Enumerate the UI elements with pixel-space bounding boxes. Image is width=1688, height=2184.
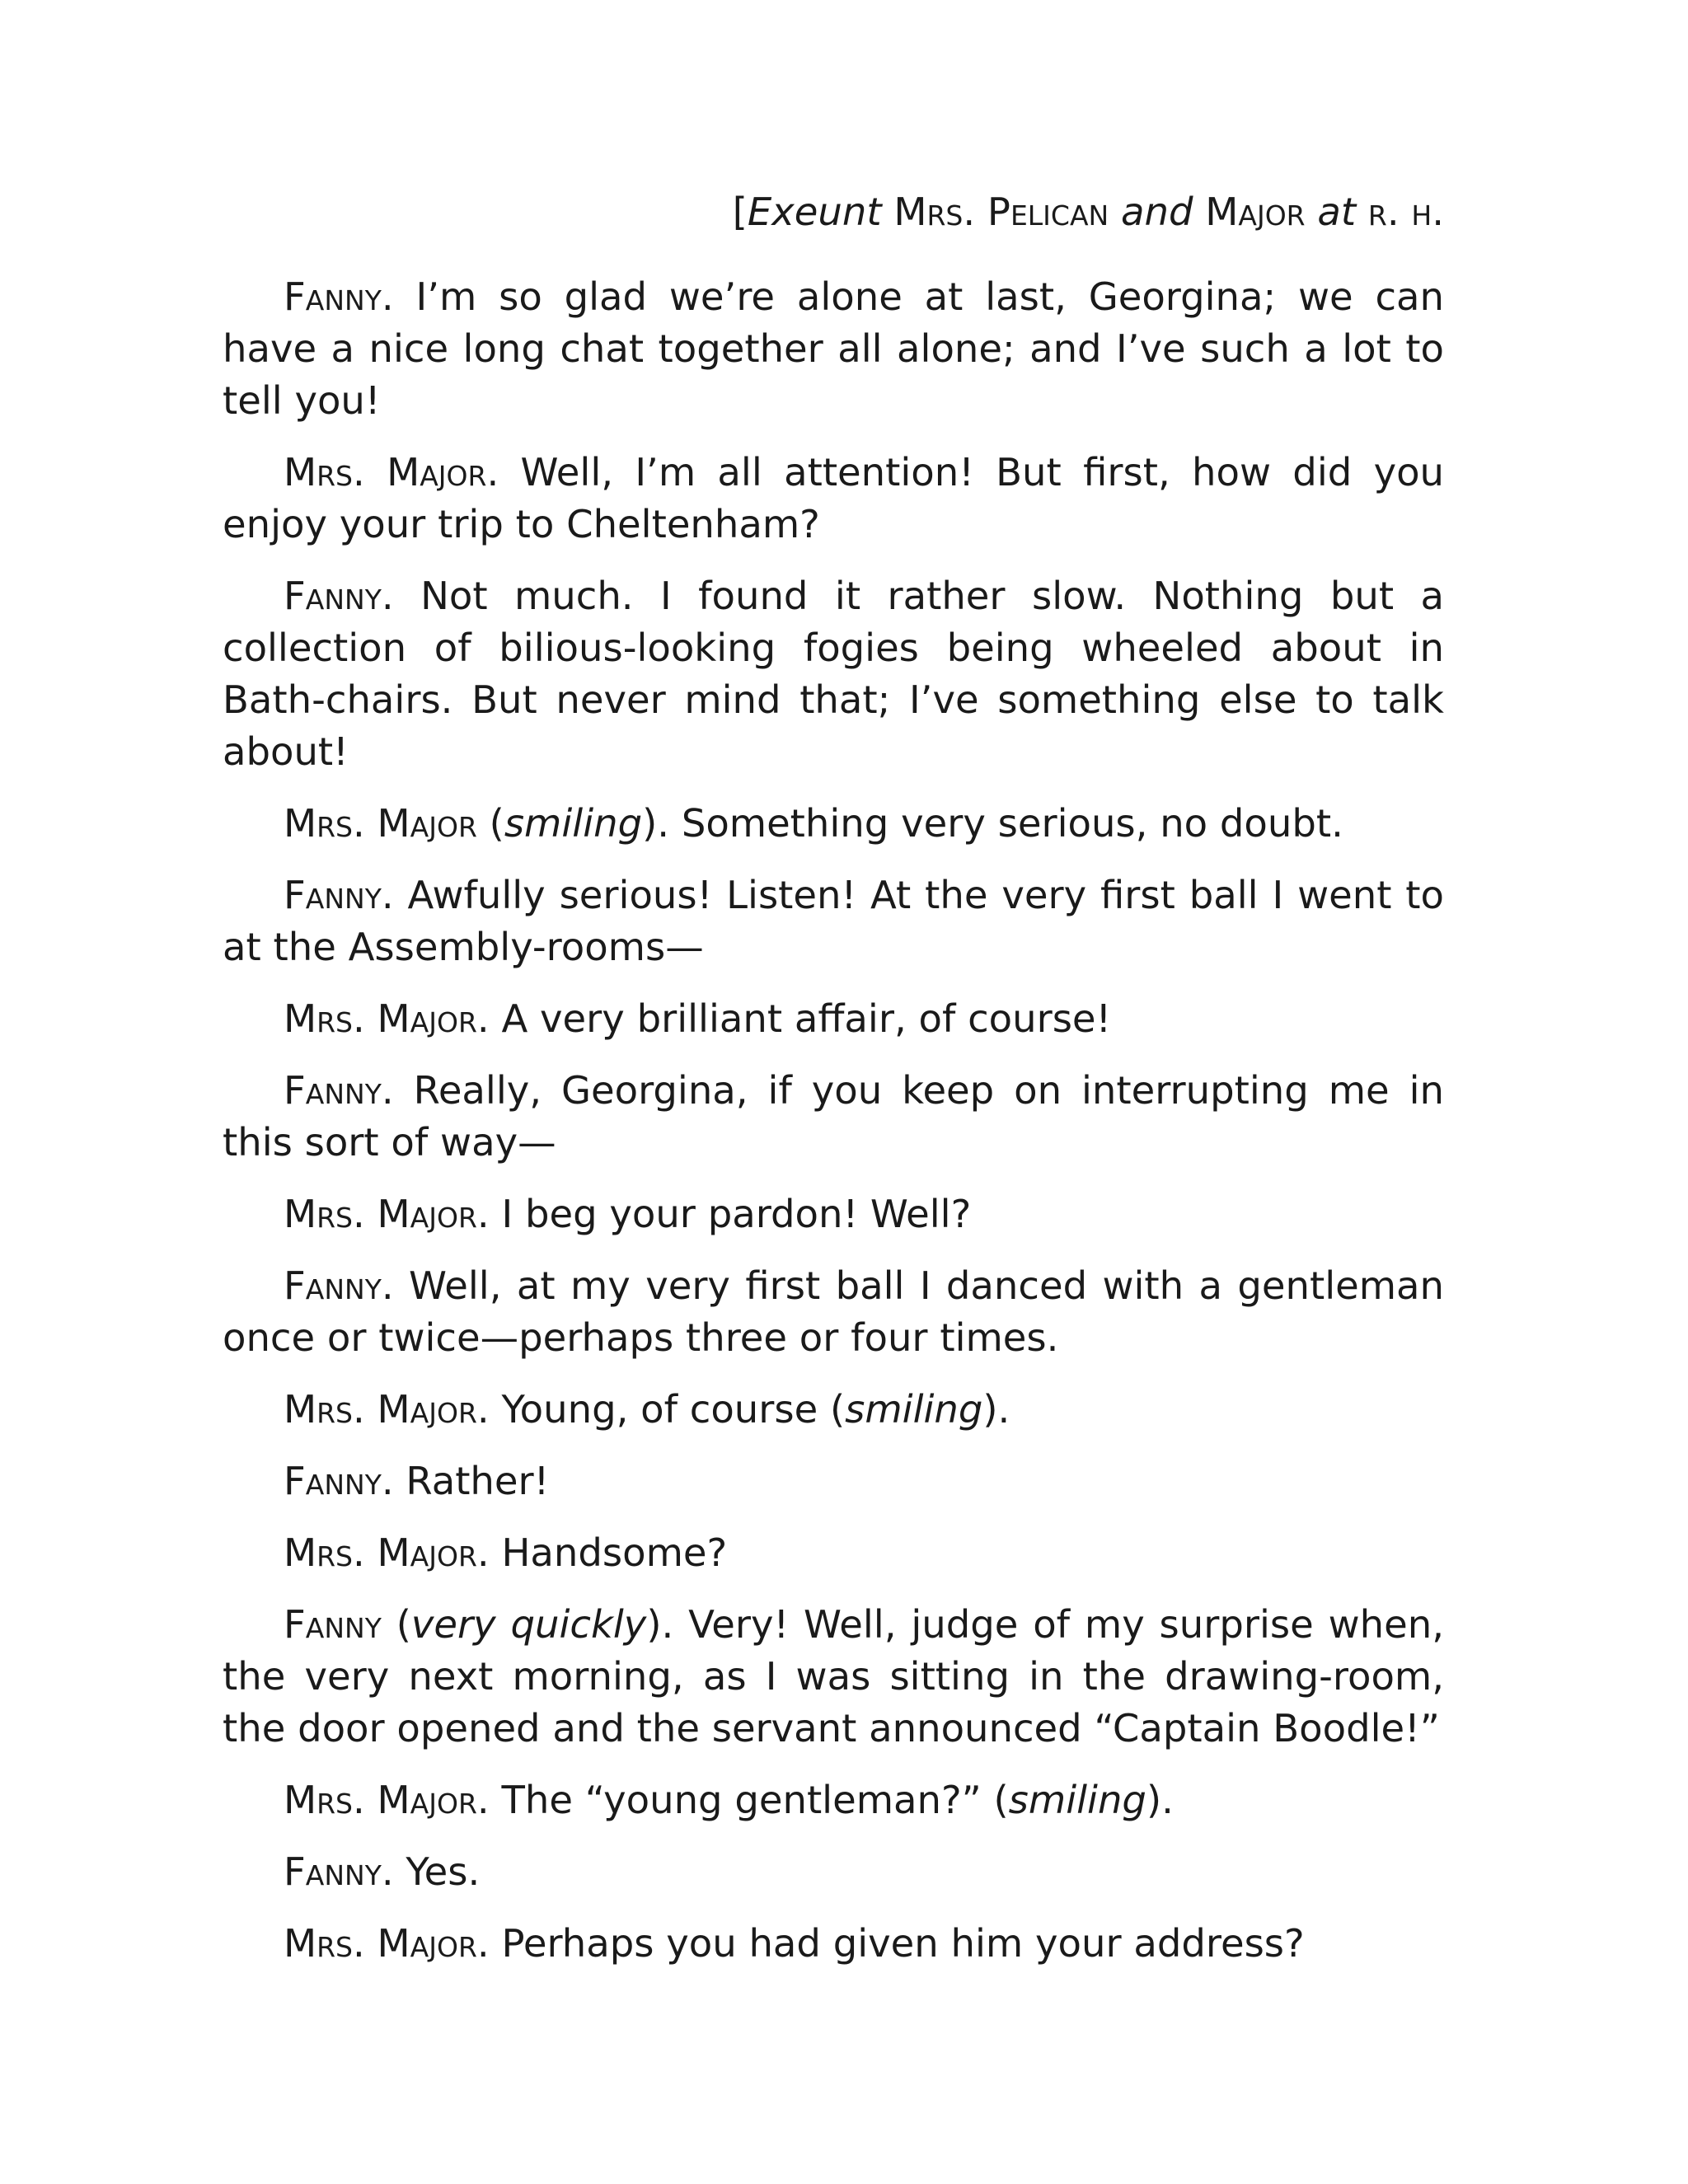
speech	[223, 447, 1444, 551]
speech	[223, 993, 1444, 1045]
speech-text: ). Very! Well, judge of my surprise when, the very next morning, as I was sitting in the drawing-room, the door opened and the servant announced “Captain Boodle!”	[223, 1602, 1444, 1750]
stage-direction	[223, 186, 1444, 238]
stage-direction-inline: smiling	[1008, 1778, 1146, 1822]
speaker-name: Fanny	[284, 574, 382, 618]
speaker-name: Fanny	[284, 873, 382, 917]
speech	[223, 1599, 1444, 1755]
speech	[223, 1455, 1444, 1507]
speech-text: . Well, at my very first ball I danced with a gentleman once or twice—perhaps three or four times.	[223, 1263, 1444, 1360]
speaker-name: Mrs. Major	[284, 1778, 477, 1822]
stage-direction-inline: very quickly	[410, 1602, 647, 1647]
speech-text: ). Something very serious, no doubt.	[642, 801, 1343, 846]
punctuation: ).	[1146, 1778, 1174, 1822]
speaker-name: Mrs. Major	[284, 1921, 477, 1966]
character-name: Mrs. Pelican	[893, 190, 1109, 234]
play-page	[223, 186, 1444, 1990]
bracket: [	[732, 190, 748, 234]
speaker-name: Fanny	[284, 1263, 382, 1308]
speech-text: . Awfully serious! Listen! At the very first ball I went to at the Assembly-rooms—	[223, 873, 1444, 969]
speech	[223, 1065, 1444, 1169]
speech	[223, 1188, 1444, 1240]
speaker-name: Mrs. Major	[284, 801, 477, 846]
speech	[223, 271, 1444, 427]
stage-direction-inline: smiling	[845, 1387, 983, 1432]
speech	[223, 1527, 1444, 1579]
speaker-name: Fanny	[284, 274, 382, 319]
conjunction: and	[1121, 190, 1193, 234]
exeunt-word: Exeunt	[747, 190, 882, 234]
speaker-name: Mrs. Major	[284, 1530, 477, 1575]
speech-text: . Perhaps you had given him your address?	[476, 1921, 1305, 1966]
speaker-name: Mrs. Major	[284, 450, 487, 494]
speech	[223, 869, 1444, 973]
character-name: Major	[1205, 190, 1306, 234]
speech	[223, 1774, 1444, 1826]
speech-text: . Yes.	[381, 1849, 481, 1894]
speech-text: . Rather!	[381, 1459, 550, 1503]
speech-text: . A very brilliant affair, of course!	[476, 996, 1112, 1041]
speaker-name: Fanny	[284, 1068, 382, 1113]
speech-text: . I’m so glad we’re alone at last, Georgina; we can have a nice long chat together all alone; and I’ve such a lot to tell you!	[223, 274, 1444, 423]
speech-text: . Well, I’m all attention! But first, how did you enjoy your trip to Cheltenham?	[223, 450, 1445, 546]
preposition: at	[1317, 190, 1357, 234]
speaker-name: Mrs. Major	[284, 1387, 477, 1432]
speech-text: . Handsome?	[476, 1530, 728, 1575]
speaker-name: Fanny	[284, 1602, 382, 1647]
speech	[223, 570, 1444, 778]
speech	[223, 798, 1444, 850]
speech-text: . I beg your pardon! Well?	[476, 1192, 972, 1236]
speech-text: . Really, Georgina, if you keep on interrupting me in this sort of way—	[223, 1068, 1444, 1165]
speech-text: . The “young gentleman?” (	[476, 1778, 1009, 1822]
speech	[223, 1384, 1444, 1436]
punctuation: (	[476, 801, 504, 846]
punctuation: (	[381, 1602, 411, 1647]
speaker-name: Mrs. Major	[284, 1192, 477, 1236]
speech	[223, 1846, 1444, 1898]
speaker-name: Fanny	[284, 1459, 382, 1503]
speech	[223, 1260, 1444, 1364]
speaker-name: Mrs. Major	[284, 996, 477, 1041]
speech-text: . Not much. I found it rather slow. Nothing but a collection of bilious-looking fogies being wheeled about in Bath-chairs. But never mind that; I’ve something else to talk about!	[223, 574, 1444, 774]
stage-direction-inline: smiling	[504, 801, 643, 846]
speech	[223, 1918, 1444, 1970]
speech-text: . Young, of course (	[476, 1387, 846, 1432]
punctuation: ).	[982, 1387, 1010, 1432]
speaker-name: Fanny	[284, 1849, 382, 1894]
stage-position: r. h.	[1367, 190, 1444, 234]
